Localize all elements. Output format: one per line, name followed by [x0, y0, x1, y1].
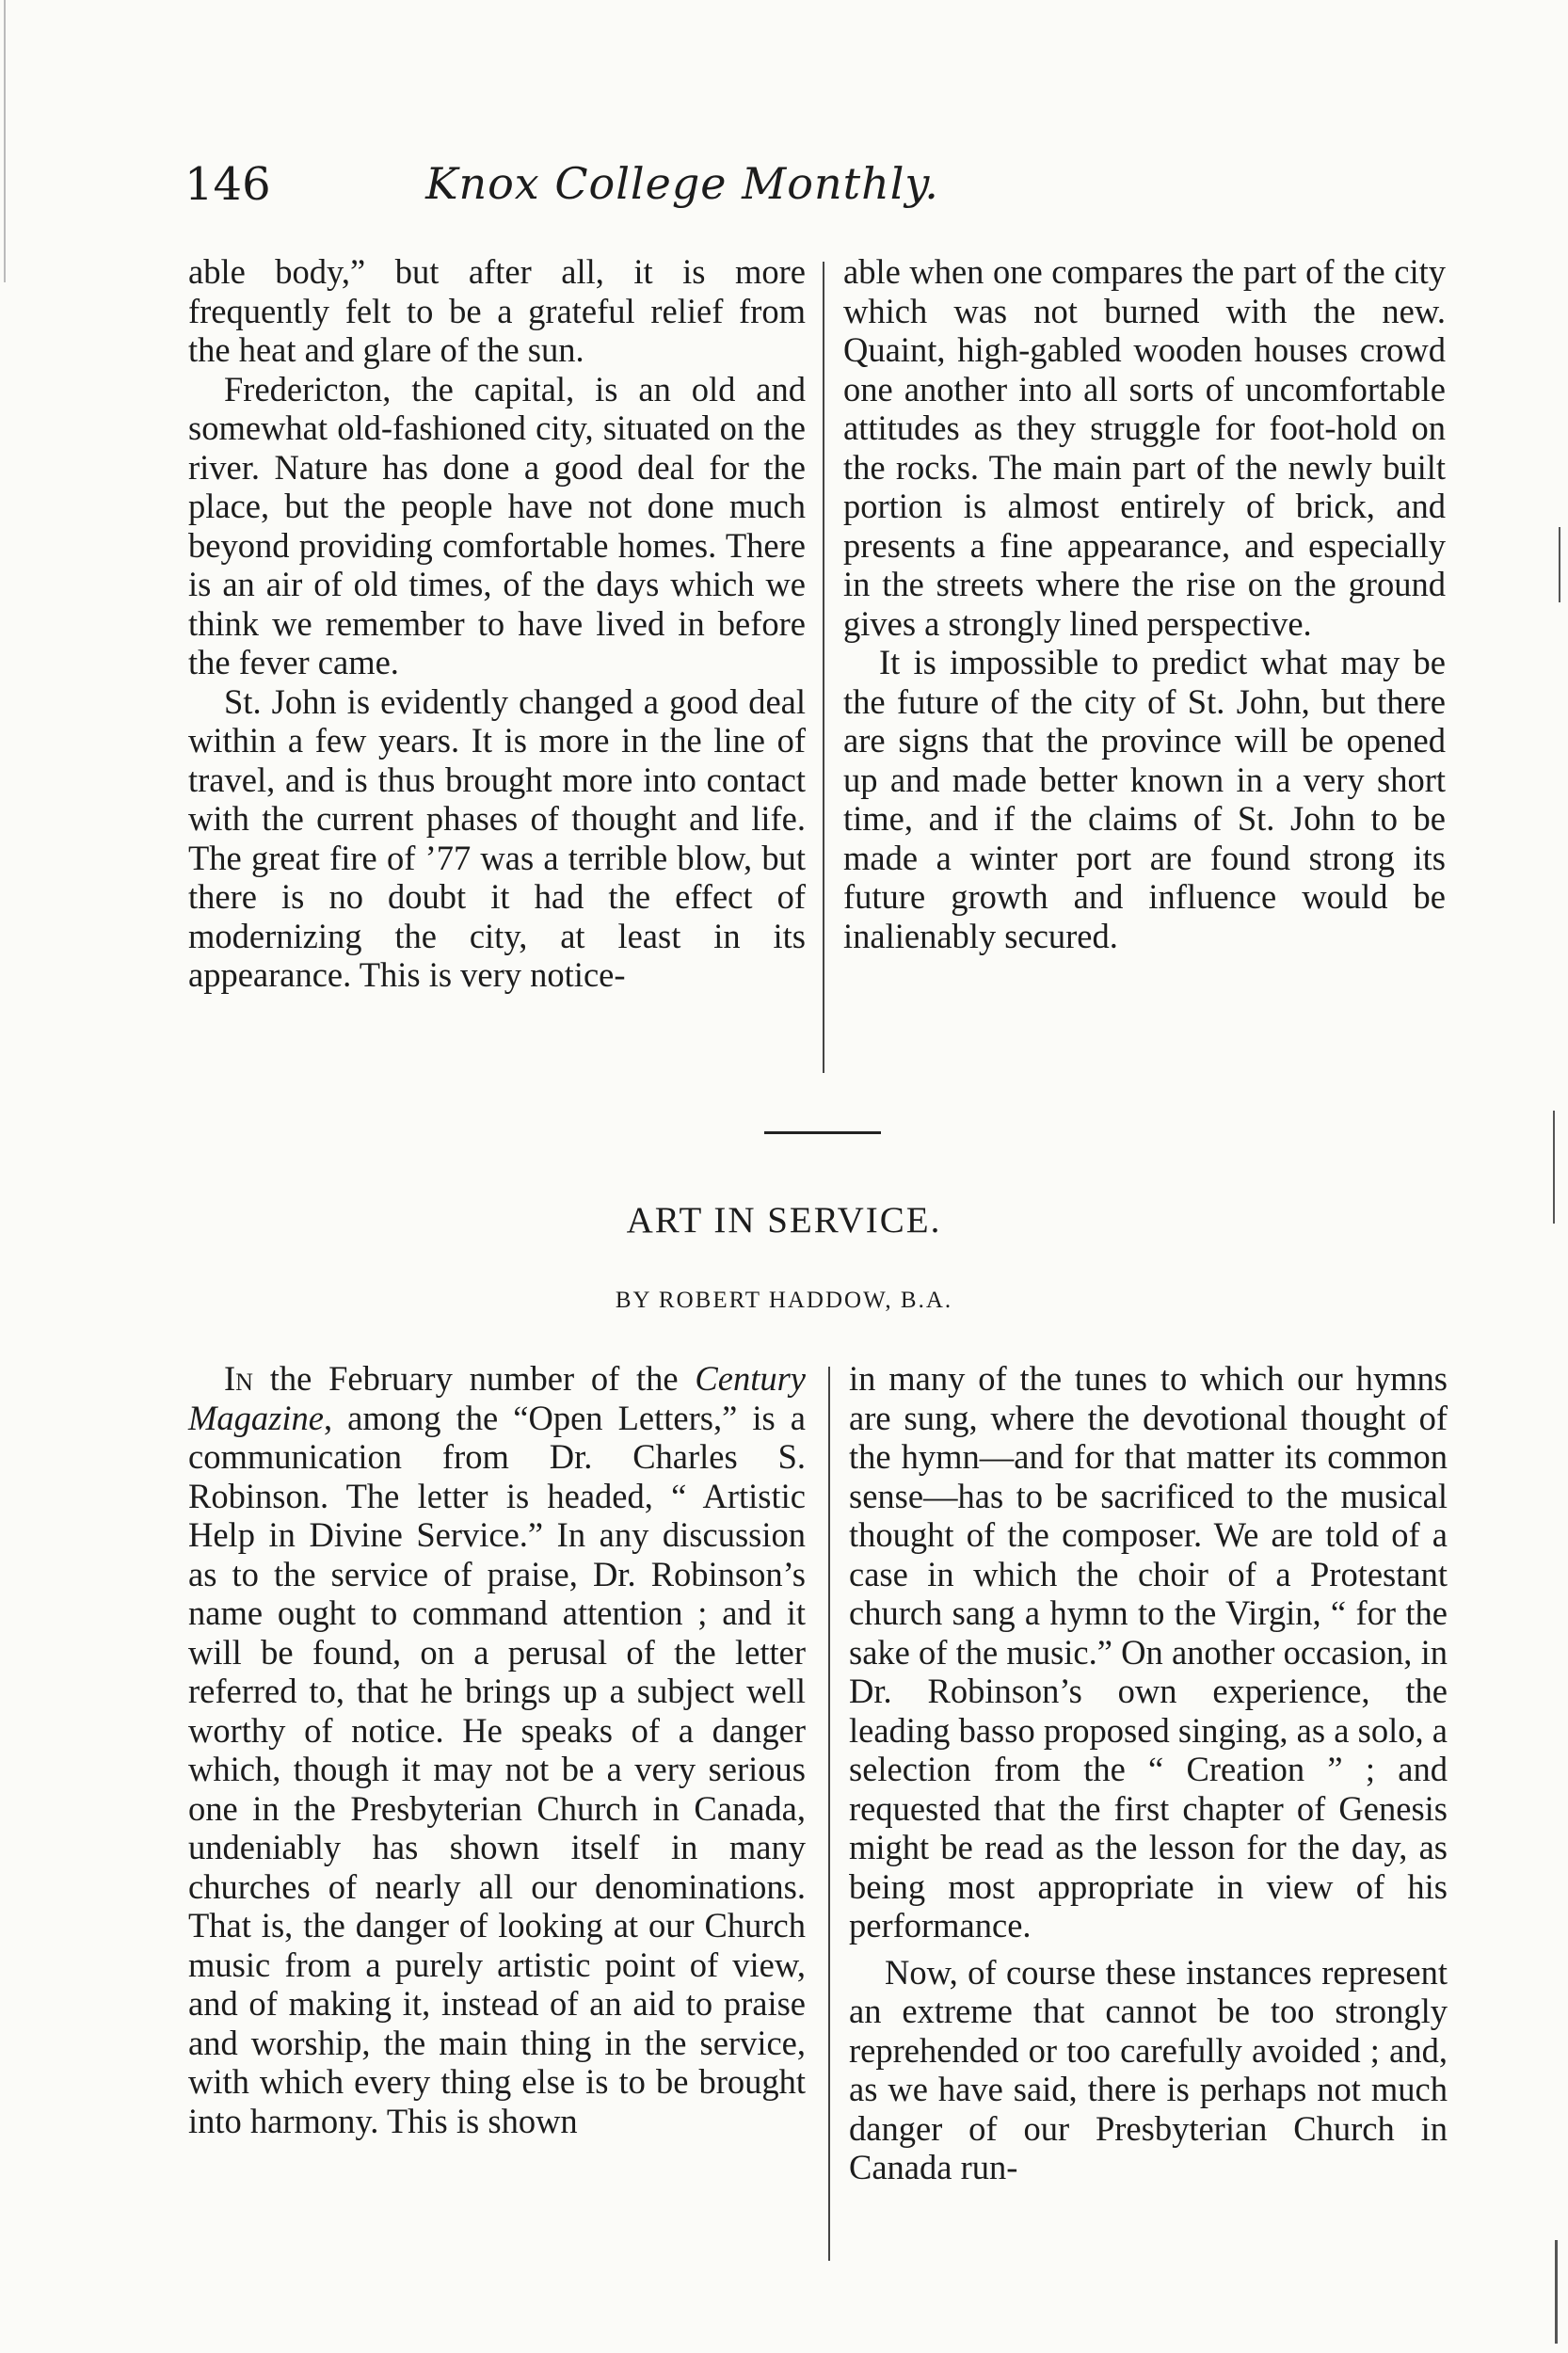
top-left-column — [188, 252, 806, 995]
paragraph — [188, 1359, 806, 2140]
column-divider — [823, 262, 824, 1073]
paragraph: able body,” but after all, it is more frequently felt to be a grateful relief from the heat and glare of the sun. — [188, 252, 806, 369]
scan-edge-mark — [1559, 527, 1560, 602]
scan-edge-mark — [4, 0, 6, 282]
paragraph: It is impossible to predict what may be the future of the city of St. John, but there are signs that the province will be opened up and made better known in a very short time, and if the claims of St. John to be made a winter port are found strong its future growth and influence would be inalienably secured. — [843, 643, 1446, 955]
lead-word: In — [224, 1359, 253, 1398]
magazine-title: Century Magazine — [188, 1359, 806, 1437]
top-right-column — [843, 252, 1446, 955]
page-number: 146 — [184, 158, 271, 211]
column-divider — [828, 1367, 830, 2261]
text-run: , among the “Open Letters,” is a communication from Dr. Charles S. Robinson. The letter is headed, “ Artistic Help in Divine Service.” In any discussion as to the service of praise, Dr. Robinson’s name ought to command attention ; and it will be found, on a perusal of the letter referred to, that he brings up a subject well worthy of notice. He speaks of a danger which, though it may not be a very serious one in the Presbyterian Church in Canada, undeniably has shown itself in many churches of nearly all our denominations. That is, the danger of looking at our Church music from a purely artistic point of view, and of making it, instead of an aid to praise and worship, the main thing in the service, with which every thing else is to be brought into harmony. This is shown — [188, 1398, 806, 2140]
article-title: ART IN SERVICE. — [626, 1200, 942, 1241]
article-byline: BY ROBERT HADDOW, B.A. — [615, 1288, 953, 1313]
paragraph: St. John is evidently changed a good deal within a few years. It is more in the line of travel, and is thus brought more into contact with the current phases of thought and life. The great fire of ’77 was a terrible blow, but there is no doubt it had the effect of modernizing the city, at least in its appearance. This is very notice- — [188, 681, 806, 994]
page-header — [0, 158, 1568, 215]
scan-edge-mark — [1553, 1111, 1555, 1224]
paragraph: able when one compares the part of the city which was not burned with the new. Quaint, high-gabled wooden houses crowd one another into all sorts of uncomfortable attitudes as they struggle for foot-hold on the rocks. The main part of the newly built portion is almost entirely of brick, and presents a fine appearance, and especially in the streets where the rise on the ground gives a strongly lined perspective. — [843, 252, 1446, 643]
paragraph: Fredericton, the capital, is an old and somewhat old-fashioned city, situated on the river. Nature has done a good deal for the place, but the people have not done much beyond providing comfortable homes. There is an air of old times, of the days which we think we remember to have lived in before the fever came. — [188, 369, 806, 681]
scan-edge-mark — [1555, 2240, 1558, 2344]
running-title: Knox College Monthly. — [425, 158, 939, 209]
paragraph: in many of the tunes to which our hymns are sung, where the devotional thought of the hymn—and for that matter its common sense—has to be sacrificed to the musical thought of the composer. We are told of a case in which the choir of a Protestant church sang a hymn to the Virgin, “ for the sake of the music.” On another occasion, in Dr. Robinson’s own experience, the leading basso proposed singing, as a solo, a selection from the “ Creation ” ; and requested that the first chapter of Genesis might be read as the lesson for the day, as being most appropriate in view of his performance. — [849, 1359, 1448, 1945]
paragraph: Now, of course these instances represent an extreme that cannot be too strongly reprehended or too carefully avoided ; and, as we have said, there is perhaps not much danger of our Presbyterian Church in Canada run- — [849, 1952, 1448, 2186]
bottom-left-column — [188, 1359, 806, 2140]
text-run: the February number of the — [252, 1359, 696, 1398]
section-divider — [764, 1131, 881, 1134]
bottom-right-column — [849, 1359, 1448, 2187]
